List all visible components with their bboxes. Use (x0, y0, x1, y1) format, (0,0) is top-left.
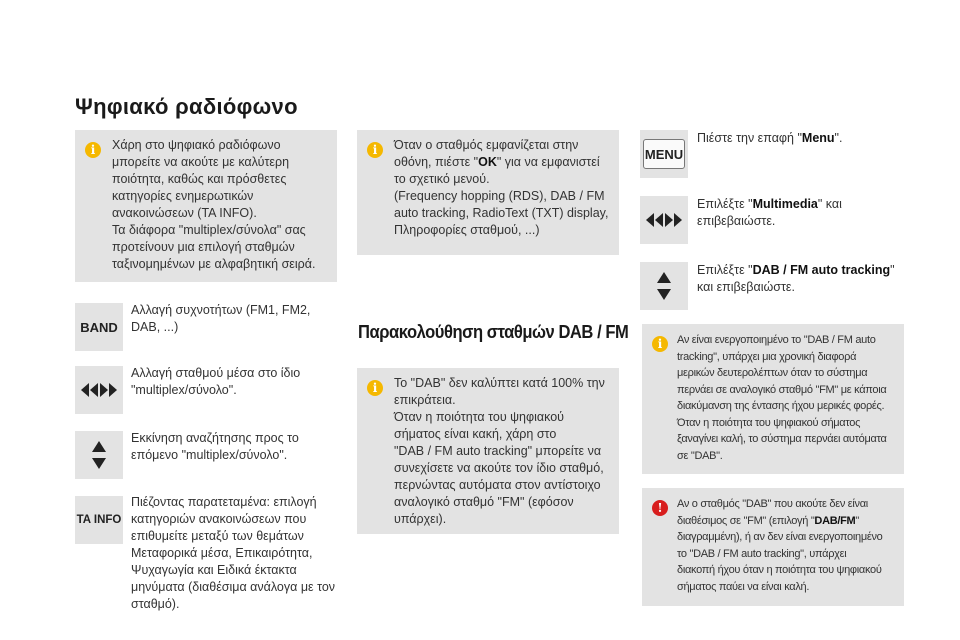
page-title: Ψηφιακό ραδιόφωνο (75, 94, 298, 119)
info-text: Όταν ο σταθμός εμφανίζεται στην οθόνη, πιέστε "OK" για να εμφανιστεί το σχετικό μενού. (Frequency hopping (RDS), DAB / FM auto tracking, RadioText (TXT) display, Πληροφορίες σταθμού, ...) (394, 138, 609, 237)
menu-button[interactable]: MENU (640, 130, 688, 178)
info-icon: i (367, 380, 383, 396)
info-box-digital-radio (75, 130, 337, 282)
multimedia-step: Επιλέξτε "Multimedia" και επιβεβαιώστε. (697, 197, 842, 228)
multimedia-select-button[interactable] (640, 196, 688, 244)
seek-button[interactable] (75, 366, 123, 414)
up-down-button[interactable] (75, 431, 123, 479)
info-box-ok-menu (357, 130, 619, 255)
info-text: Χάρη στο ψηφιακό ραδιόφωνο μπορείτε να ακούτε με καλύτερη ποιότητα, καθώς και πρόσθετες κατηγορίες ενημερωτικών ανακοινώσεων (TA INFO). Τα διάφορα "multiplex/σύνολα" σας προτείνουν μια επιλογή σταθμών ταξινομημένων με αλφαβητική σειρά. (112, 138, 316, 271)
dab-fm-step: Επιλέξτε "DAB / FM auto tracking" και επιβεβαιώστε. (697, 263, 895, 294)
info-icon: i (85, 142, 101, 158)
warning-box-dab-fm (642, 488, 904, 606)
info-icon: i (367, 142, 383, 158)
band-button[interactable]: BAND (75, 303, 123, 351)
info-box-dab-coverage (357, 368, 619, 534)
up-down-arrows-icon (92, 441, 106, 469)
section-title: Παρακολούθηση σταθμών DAB / FM (358, 322, 629, 342)
info-icon: i (652, 336, 668, 352)
search-description: Εκκίνηση αναζήτησης προς το επόμενο "multiplex/σύνολο". (131, 431, 299, 462)
dab-fm-select-button[interactable] (640, 262, 688, 310)
band-description: Αλλαγή συχνοτήτων (FM1, FM2, DAB, ...) (131, 303, 311, 334)
warning-icon: ! (652, 500, 668, 516)
ta-info-button[interactable]: TA INFO (75, 496, 123, 544)
info-text: Το "DAB" δεν καλύπτει κατά 100% την επικράτεια. Όταν η ποιότητα του ψηφιακού σήματος είναι κακή, χάρη στο "DAB / FM auto tracking" μπορείτε να συνεχίσετε να ακούτε τον ίδιο σταθμό, περνώντας αυτόματα στον αντίστοιχο αναλογικό σταθμό "FM" (εφόσον υπάρχει). (394, 376, 605, 526)
menu-step: Πιέστε την επαφή "Menu". (697, 131, 843, 145)
info-box-auto-tracking (642, 324, 904, 474)
seek-description: Αλλαγή σταθμού μέσα στο ίδιο "multiplex/σύνολο". (131, 366, 301, 397)
info-text: Αν είναι ενεργοποιημένο το "DAB / FM auto tracking", υπάρχει μια χρονική διαφορά μερικών δευτερολέπτων όταν το σύστημα περνάει σε αναλογικό σταθμό "FM" με κάποια διακύμανση της έντασης ήχου μερικές φορές. Όταν η ποιότητα του ψηφιακού σήματος ξαναγίνει καλή, το σύστημα περνάει αυτόματα σε "DAB". (677, 334, 887, 462)
warning-text: Αν ο σταθμός "DAB" που ακούτε δεν είναι διαθέσιμος σε "FM" (επιλογή "DAB/FM" διαγραμμένη), ή αν δεν είναι ενεργοποιημένο το "DAB / FM auto tracking", υπάρχει διακοπή ήχου όταν η ποιότητα του ψηφιακού σήματος παύει να είναι καλή. (677, 498, 883, 593)
up-down-arrows-icon (657, 272, 671, 300)
seek-arrows-icon (81, 383, 117, 397)
ta-info-description: Πιέζοντας παρατεταμένα: επιλογή κατηγοριών ανακοινώσεων που επιθυμείτε μεταξύ των θεμάτων Μεταφορικά μέσα, Επικαιρότητα, Ψυχαγωγία και Ειδικά έκτακτα μηνύματα (διαθέσιμα ανάλογα με τον σταθμό). (131, 495, 336, 611)
seek-arrows-icon (646, 213, 682, 227)
